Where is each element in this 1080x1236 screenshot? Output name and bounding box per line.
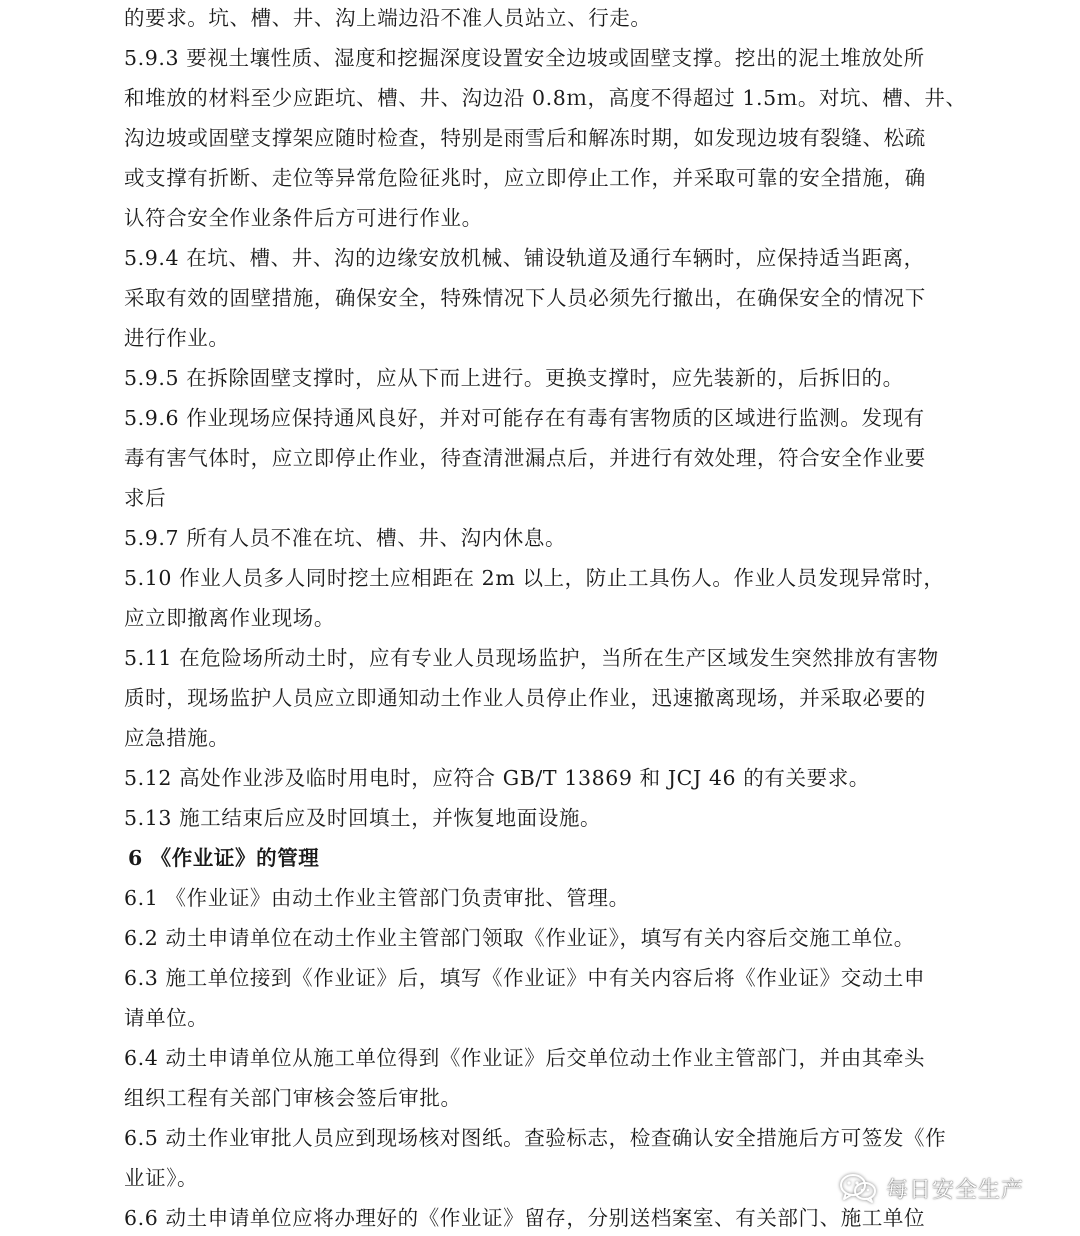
- text-line: 应立即撤离作业现场。: [124, 606, 335, 630]
- text-line: 求后: [124, 486, 167, 510]
- text-line: 沟边坡或固壁支撑架应随时检查，特别是雨雪后和解冻时期，如发现边坡有裂缝、松疏: [124, 126, 926, 150]
- text-line: 应急措施。: [124, 726, 230, 750]
- text-line: 采取有效的固壁措施，确保安全，特殊情况下人员必须先行撤出，在确保安全的情况下: [124, 286, 926, 310]
- text-line: 5.11 在危险场所动土时，应有专业人员现场监护，当所在生产区域发生突然排放有害物: [124, 646, 939, 670]
- text-line: 5.9.6 作业现场应保持通风良好，并对可能存在有毒有害物质的区域进行监测。发现有: [124, 406, 925, 430]
- text-line: 6.6 动土申请单位应将办理好的《作业证》留存，分别送档案室、有关部门、施工单位: [124, 1206, 926, 1230]
- text-line: 和堆放的材料至少应距坑、槽、井、沟边沿 0.8ｍ，高度不得超过 1.5ｍ。对坑、槽、井、: [124, 86, 967, 110]
- text-line: 6.1 《作业证》由动土作业主管部门负责审批、管理。: [124, 886, 630, 910]
- watermark: [838, 1170, 1024, 1206]
- watermark-text: 每日安全生产: [886, 1177, 1025, 1203]
- text-line: 的要求。坑、槽、井、沟上端边沿不准人员站立、行走。: [124, 6, 652, 30]
- text-line: 请单位。: [124, 1006, 209, 1030]
- text-line: 5.9.5 在拆除固壁支撑时，应从下而上进行。更换支撑时，应先装新的，后拆旧的。: [124, 366, 904, 390]
- wechat-icon: [838, 1172, 878, 1204]
- text-line: 认符合安全作业条件后方可进行作业。: [124, 206, 483, 230]
- section-heading: 6 《作业证》的管理: [128, 846, 320, 870]
- text-line: 6.5 动土作业审批人员应到现场核对图纸。查验标志，检查确认安全措施后方可签发《作: [124, 1126, 947, 1150]
- text-line: 业证》。: [124, 1166, 199, 1190]
- text-line: 毒有害气体时，应立即停止作业，待查清泄漏点后，并进行有效处理，符合安全作业要: [124, 446, 926, 470]
- text-line: 5.9.3 要视土壤性质、湿度和挖掘深度设置安全边坡或固壁支撑。挖出的泥土堆放处所: [124, 46, 925, 70]
- text-line: 进行作业。: [124, 326, 230, 350]
- text-line: 6.3 施工单位接到《作业证》后，填写《作业证》中有关内容后将《作业证》交动土申: [124, 966, 926, 990]
- text-line: 组织工程有关部门审核会签后审批。: [124, 1086, 462, 1110]
- text-line: 5.13 施工结束后应及时回填土，并恢复地面设施。: [124, 806, 602, 830]
- text-line: 5.10 作业人员多人同时挖土应相距在 2m 以上，防止工具伤人。作业人员发现异常时，: [124, 566, 945, 590]
- text-line: 5.9.7 所有人员不准在坑、槽、井、沟内休息。: [124, 526, 567, 550]
- text-line: 6.4 动土申请单位从施工单位得到《作业证》后交单位动土作业主管部门，并由其牵头: [124, 1046, 926, 1070]
- text-line: 6.2 动土申请单位在动土作业主管部门领取《作业证》，填写有关内容后交施工单位。: [124, 926, 915, 950]
- text-line: 或支撑有折断、走位等异常危险征兆时，应立即停止工作，并采取可靠的安全措施，确: [124, 166, 926, 190]
- text-line: 5.9.4 在坑、槽、井、沟的边缘安放机械、铺设轨道及通行车辆时，应保持适当距离，: [124, 246, 925, 270]
- text-line: 5.12 高处作业涉及临时用电时，应符合 GB/T 13869 和 JCJ 46 的有关要求。: [124, 766, 870, 790]
- text-line: 质时，现场监护人员应立即通知动土作业人员停止作业，迅速撤离现场，并采取必要的: [124, 686, 926, 710]
